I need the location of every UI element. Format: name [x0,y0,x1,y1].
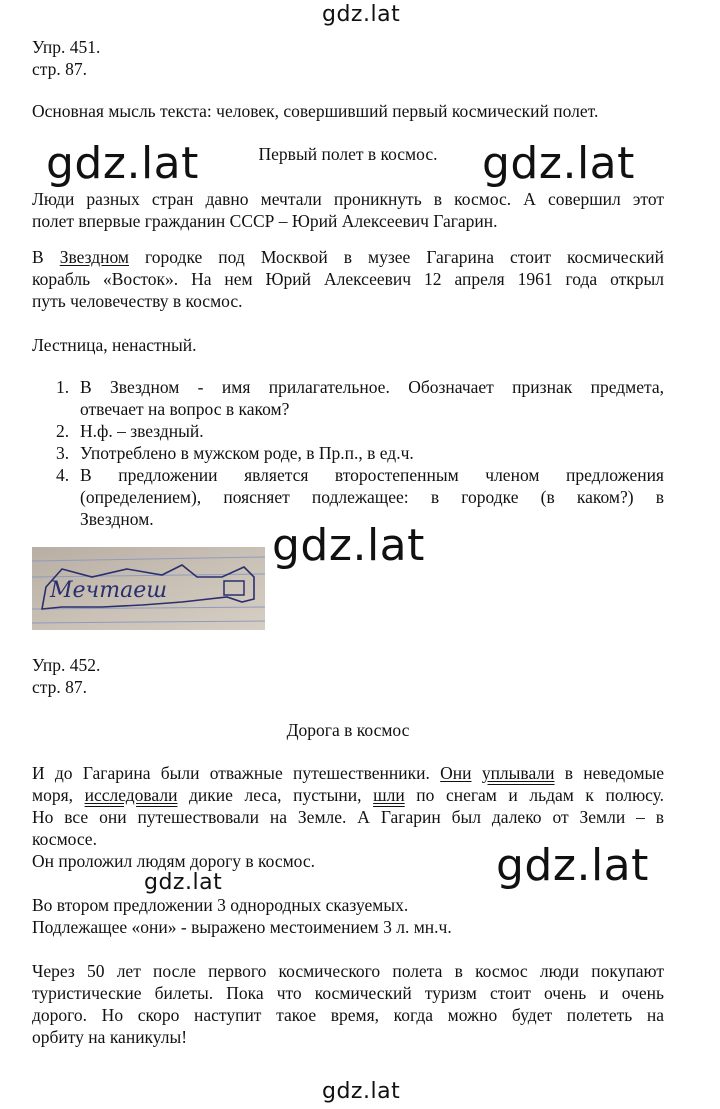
analysis-note-2: Подлежащее «они» - выражено местоимением 3 л. мн.ч. [32,917,452,937]
handwriting-photo [32,547,265,630]
list-item-line-2: отвечает на вопрос в каком? [80,399,290,419]
watermark-right: gdz.lat [482,138,635,189]
paragraph-1-line-1: Люди разных стран давно мечтали проникнуть в космос. А совершил этот [32,189,664,209]
watermark-top: gdz.lat [322,2,401,27]
ex452-line-2-end: по снегам и льдам к полюсу. [416,785,665,805]
handwritten-word: Мечтаеш [50,578,168,603]
list-item [56,464,664,530]
list-item-number: 3. [56,443,70,463]
watermark-left: gdz.lat [46,138,199,189]
text-heading-452: Дорога в космос [286,720,410,740]
list-item-number: 4. [56,465,70,485]
predicate-shli: шли [373,785,405,805]
main-idea: Основная мысль текста: человек, совершивший первый космический полет. [32,101,599,121]
ex452-line-1-start: И до Гагарина были отважные путешественники. [32,763,430,783]
watermark-lower-left: gdz.lat [144,870,223,895]
analysis-note-1: Во втором предложении 3 однородных сказуемых. [32,895,409,915]
ex452-line-4: космосе. [32,829,97,849]
ex452-line-1-end: в неведомые [564,763,665,783]
watermark-bottom: gdz.lat [322,1079,401,1104]
watermark-middle: gdz.lat [272,520,425,571]
ex452-line-2-middle: дикие леса, пустыни, [189,785,362,805]
list-item [56,420,664,442]
list-item-line-1: Н.ф. – звездный. [80,421,204,441]
list-item [56,442,664,464]
ex452-line-2-start: моря, [32,785,73,805]
exercise-451-page: стр. 87. [32,59,88,79]
exercise-452-page: стр. 87. [32,677,88,697]
list-item [56,376,664,420]
predicate-issledovali: исследовали [84,785,178,805]
list-item-line-1: Употреблено в мужском роде, в Пр.п., в ед.ч. [80,443,414,463]
list-item-line-2: (определением), поясняет подлежащее: в городке (в каком?) в [80,487,664,507]
subject-oni: Они [440,763,472,783]
exercise-452-title: Упр. 452. [32,655,101,675]
list-item-line-1: В предложении является второстепенным членом предложения [80,465,664,485]
paragraph-2-line-2: корабль «Восток». На нем Юрий Алексеевич 12 апреля 1961 года открыл [32,269,664,289]
watermark-lower-right: gdz.lat [496,840,649,891]
paragraph-2-line-1 [32,246,664,268]
ex452-line-2 [32,784,664,806]
ex452-line-1 [32,762,664,784]
list-item-line-1: В Звездном - имя прилагательное. Обозначает признак предмета, [80,377,664,397]
list-item-number: 1. [56,377,70,397]
exercise-451-title: Упр. 451. [32,37,101,57]
ex452-line-5: Он проложил людям дорогу в космос. [32,851,316,871]
paragraph-2-line-3: путь человечеству в космос. [32,291,243,311]
paragraph-2-word-v: В [32,247,44,267]
paragraph-1-line-2: полет впервые гражданин СССР – Юрий Алексеевич Гагарин. [32,211,498,231]
paragraph-2-line-1-rest: городке под Москвой в музее Гагарина стоит космический [145,247,665,267]
final-paragraph-line-1: Через 50 лет после первого космического полета в космос люди покупают [32,961,664,981]
final-paragraph-line-4: орбиту на каникулы! [32,1027,188,1047]
underlined-word-zvezdnom: Звездном [59,247,129,267]
list-item-line-3: Звездном. [80,509,154,529]
predicate-uplyvali: уплывали [481,763,555,783]
ex452-line-3: Но все они путешествовали на Земле. А Гагарин был далеко от Земли – в [32,807,664,827]
text-heading-451: Первый полет в космос. [258,144,438,164]
final-paragraph-line-2: туристические билеты. Пока что космический туризм стоит очень и очень [32,983,664,1003]
words-line: Лестница, ненастный. [32,335,197,355]
list-item-number: 2. [56,421,70,441]
final-paragraph-line-3: дорого. Но скоро наступит такое время, когда можно будет полететь на [32,1005,664,1025]
